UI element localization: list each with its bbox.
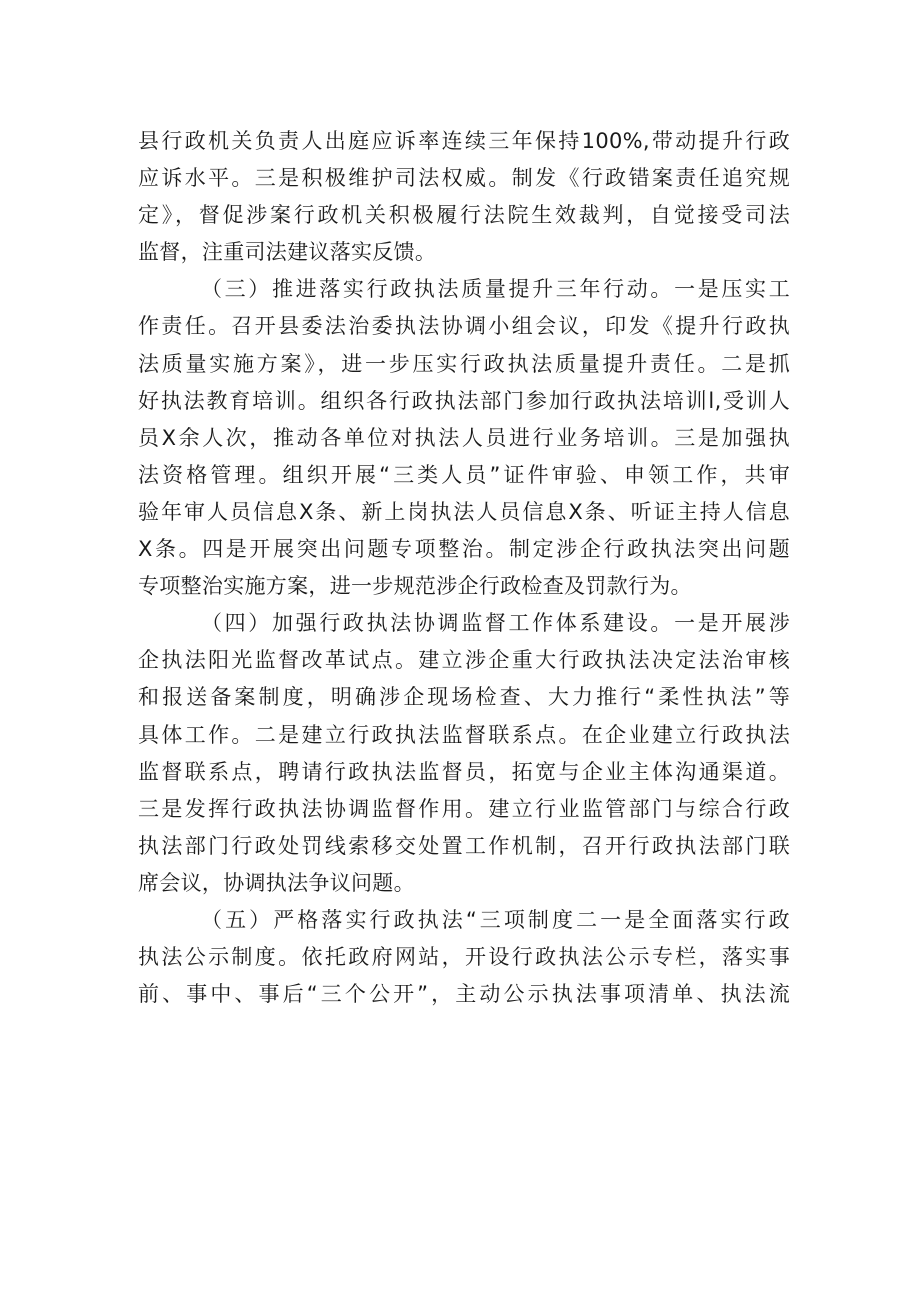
text-line: 员X余人次，推动各单位对执法人员进行业务培训。三是加强执	[138, 425, 790, 450]
text-line: 专项整治实施方案，进一步规范涉企行政检查及罚款行为。	[138, 574, 692, 599]
text-line: 好执法教育培训。组织各行政执法部门参加行政执法培训l,受训人	[138, 388, 790, 413]
text-line: X条。四是开展突出问题专项整治。制定涉企行政执法突出问题	[138, 537, 790, 562]
text-line: 监督，注重司法建议落实反馈。	[138, 240, 437, 265]
text-line: 执法公示制度。依托政府网站，开设行政执法公示专栏，落实事	[138, 945, 790, 970]
text-line: 县行政机关负责人出庭应诉率连续三年保持100%,带动提升行政	[138, 129, 790, 153]
text-line: 作责任。召开县委法治委执法协调小组会议，印发《提升行政执	[138, 314, 790, 339]
section-heading-line: （三）推进落实行政执法质量提升三年行动。一是压实工	[201, 277, 790, 302]
text-line: 监督联系点，聘请行政执法监督员，拓宽与企业主体沟通渠道。	[138, 759, 790, 784]
text-line: 三是发挥行政执法协调监督作用。建立行业监管部门与综合行政	[138, 796, 790, 821]
text-line: 席会议，协调执法争议问题。	[138, 870, 415, 895]
text-line: 验年审人员信息X条、新上岗执法人员信息X条、听证主持人信息	[138, 499, 790, 524]
text-line: 和报送备案制度，明确涉企现场检查、大力推行“柔性执法”等	[138, 685, 790, 710]
section-heading-line: （五）严格落实行政执法“三项制度二一是全面落实行政	[201, 907, 790, 932]
text-line: 具体工作。二是建立行政执法监督联系点。在企业建立行政执法	[138, 722, 790, 747]
text-line: 法质量实施方案》，进一步压实行政执法质量提升责任。二是抓	[138, 351, 790, 376]
text-line: 执法部门行政处罚线索移交处置工作机制，召开行政执法部门联	[138, 833, 790, 858]
text-line: 应诉水平。三是积极维护司法权威。制发《行政错案责任追究规	[138, 166, 790, 191]
document-body	[138, 123, 790, 1013]
text-line: 企执法阳光监督改革试点。建立涉企重大行政执法决定法治审核	[138, 648, 790, 673]
section-heading-line: （四）加强行政执法协调监督工作体系建设。一是开展涉	[201, 611, 790, 636]
text-line: 前、事中、事后“三个公开”，主动公示执法事项清单、执法流	[138, 982, 790, 1007]
text-line: 法资格管理。组织开展“三类人员”证件审验、申领工作，共审	[138, 462, 790, 487]
text-line: 定》，督促涉案行政机关积极履行法院生效裁判，自觉接受司法	[138, 203, 790, 228]
